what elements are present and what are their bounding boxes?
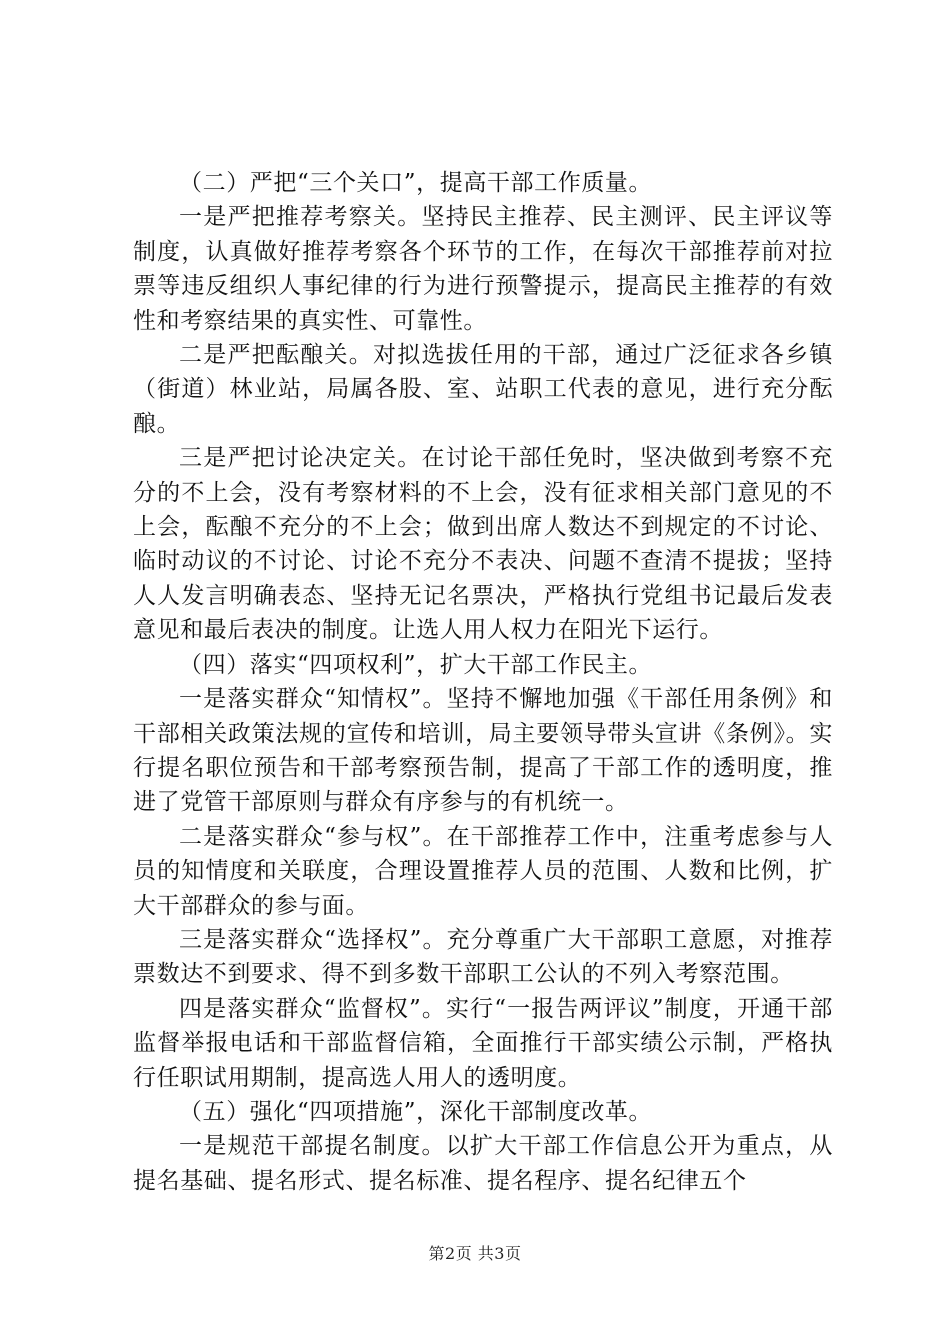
paragraph-right-to-know: 一是落实群众“知情权”。坚持不懈地加强《干部任用条例》和干部相关政策法规的宣传和培训，局主要领导带头宣讲《条例》。实行提名职位预告和干部考察预告制，提高了干部工作的透明度，推进了党管干部原则与群众有序参与的有机统一。 — [133, 686, 833, 816]
body-text — [133, 166, 833, 1198]
paragraph-right-to-choose: 三是落实群众“选择权”。充分尊重广大干部职工意愿，对推荐票数达不到要求、得不到多数干部职工公认的不列入考察范围。 — [133, 926, 833, 988]
paragraph-right-to-participate: 二是落实群众“参与权”。在干部推荐工作中，注重考虑参与人员的知情度和关联度，合理设置推荐人员的范围、人数和比例，扩大干部群众的参与面。 — [133, 823, 833, 919]
section-heading-5: （五）强化“四项措施”，深化干部制度改革。 — [179, 1098, 653, 1125]
paragraph-right-to-supervise: 四是落实群众“监督权”。实行“一报告两评议”制度，开通干部监督举报电话和干部监督信箱，全面推行干部实绩公示制，严格执行任职试用期制，提高选人用人的透明度。 — [133, 995, 833, 1091]
paragraph-discussion-decision: 三是严把讨论决定关。在讨论干部任免时，坚决做到考察不充分的不上会，没有考察材料的不上会，没有征求相关部门意见的不上会，酝酿不充分的不上会；做到出席人数达不到规定的不讨论、临时动议的不讨论、讨论不充分不表决、问题不查清不提拔；坚持人人发言明确表态、坚持无记名票决，严格执行党组书记最后发表意见和最后表决的制度。让选人用人权力在阳光下运行。 — [133, 445, 833, 644]
page-number-footer: 第2页 共3页 — [428, 1244, 522, 1263]
section-heading-2: （二）严把“三个关口”，提高干部工作质量。 — [179, 170, 653, 196]
paragraph-deliberation: 二是严把酝酿关。对拟选拔任用的干部，通过广泛征求各乡镇（街道）林业站，局属各股、室、站职工代表的意见，进行充分酝酿。 — [133, 342, 833, 437]
paragraph-recommend-inspect: 一是严把推荐考察关。坚持民主推荐、民主测评、民主评议等制度，认真做好推荐考察各个环节的工作，在每次干部推荐前对拉票等违反组织人事纪律的行为进行预警提示，提高民主推荐的有效性和考察结果的真实性、可靠性。 — [133, 204, 833, 334]
section-heading-4: （四）落实“四项权利”，扩大干部工作民主。 — [179, 651, 653, 678]
paragraph-nomination-system: 一是规范干部提名制度。以扩大干部工作信息公开为重点，从提名基础、提名形式、提名标准、提名程序、提名纪律五个 — [133, 1133, 833, 1194]
